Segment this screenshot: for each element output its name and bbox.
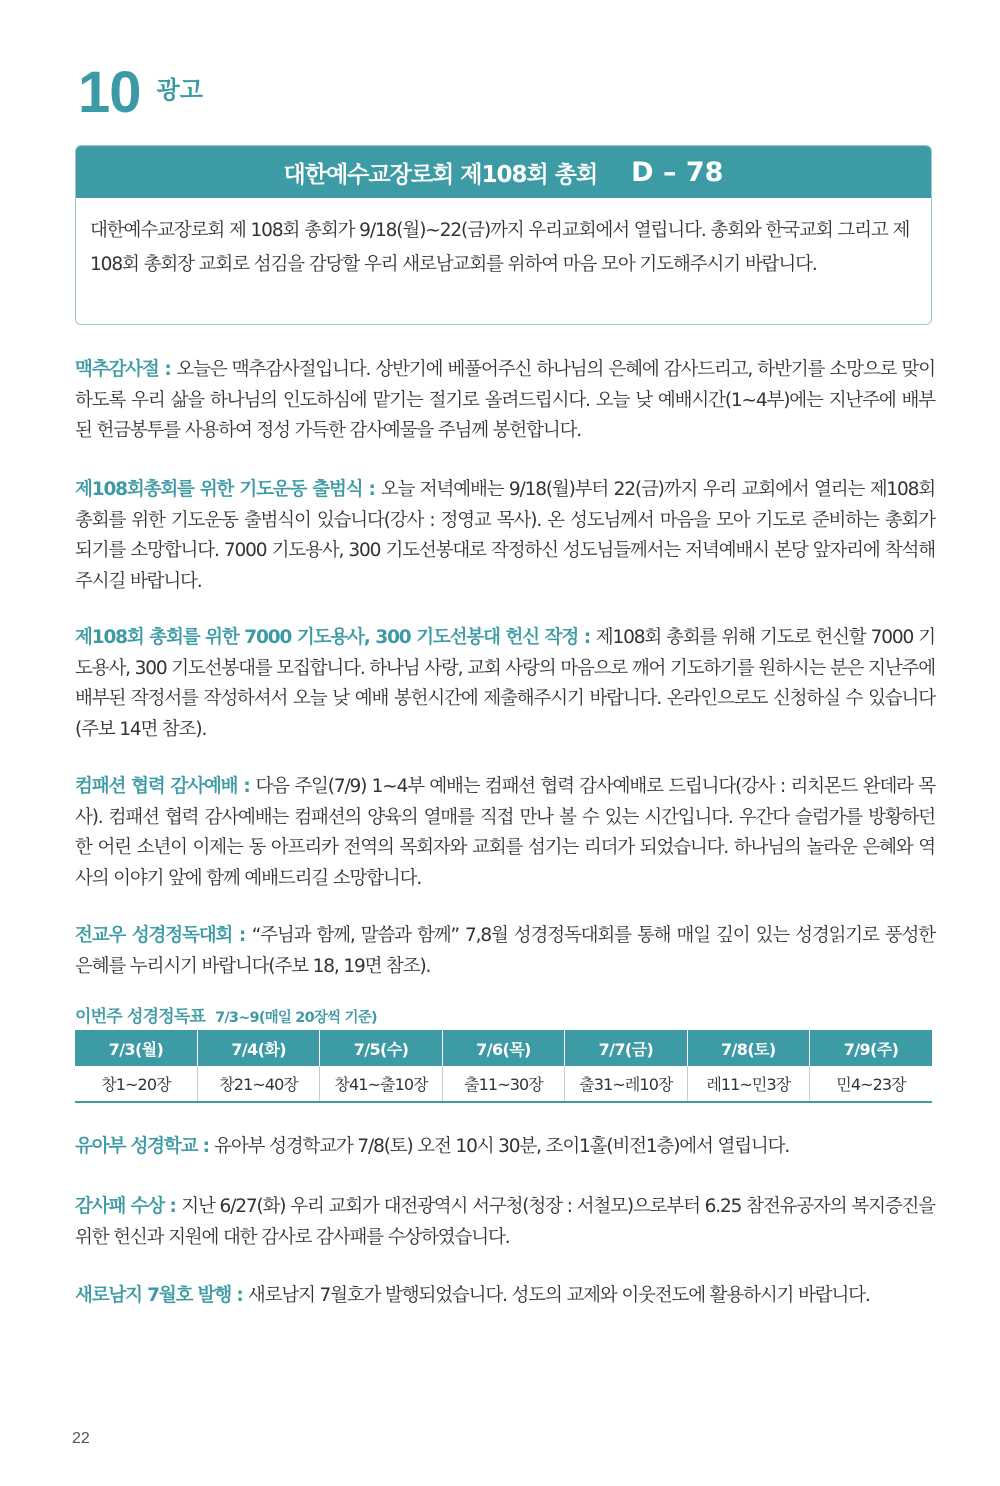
section-header xyxy=(78,60,203,125)
notice-label: 맥추감사절 : xyxy=(75,359,177,380)
notice-label: 전교우 성경정독대회 : xyxy=(75,925,252,946)
schedule-header-row xyxy=(75,1030,932,1066)
notice-magazine xyxy=(75,1281,935,1312)
notice-prayer-commitment xyxy=(75,623,935,745)
schedule-reading: 창21~40장 xyxy=(197,1066,319,1102)
notice-label: 제108회총회를 위한 기도운동 출범식 : xyxy=(75,479,381,500)
notice-preschool-bible-school xyxy=(75,1132,935,1163)
notice-text: 다음 주일(7/9) 1~4부 예배는 컴패션 협력 감사예배로 드립니다(강사 : 리치몬드 완데라 목사). 컴패션 협력 감사예배는 컴패션의 양육의 열매를 직접 만나 볼 수 있는 시간입니다. 우간다 슬럼가를 방황하던 한 어린 소년이 이제는 동 아프리카 전역의 목회자와 교회를 섬기는 리더가 되었습니다. 하나님의 놀라운 은혜와 역사의 이야기 앞에 함께 예배드리길 소망합니다. xyxy=(75,776,936,889)
schedule-day: 7/5(수) xyxy=(320,1030,442,1066)
page-number: 22 xyxy=(72,1430,90,1447)
schedule-title-text: 이번주 성경정독표 xyxy=(75,1007,206,1027)
notice-bible-reading xyxy=(75,921,935,982)
notice-text: 새로남지 7월호가 발행되었습니다. 성도의 교제와 이웃전도에 활용하시기 바랍니다. xyxy=(247,1285,870,1306)
assembly-header xyxy=(76,146,931,198)
notice-prayer-launch xyxy=(75,475,935,597)
notice-text: “주님과 함께, 말씀과 함께” 7,8월 성경정독대회를 통해 매일 깊이 있는 성경읽기로 풍성한 은혜를 누리시기 바랍니다(주보 18, 19면 참조). xyxy=(75,925,935,977)
assembly-countdown-box xyxy=(75,145,932,325)
notice-text: 오늘은 맥추감사절입니다. 상반기에 베풀어주신 하나님의 은혜에 감사드리고, 하반기를 소망으로 맞이하도록 우리 삶을 하나님의 인도하심에 맡기는 절기로 올려드립시다. 오늘 낮 예배시간(1~4부)에는 지난주에 배부된 헌금봉투를 사용하여 정성 가득한 감사예물을 주님께 봉헌합니다. xyxy=(75,359,935,441)
notice-label: 컴패션 협력 감사예배 : xyxy=(75,776,256,797)
notice-label: 새로남지 7월호 발행 : xyxy=(75,1285,248,1306)
schedule-title xyxy=(75,1002,377,1027)
schedule-reading: 출31~레10장 xyxy=(565,1066,687,1102)
schedule-day: 7/3(월) xyxy=(75,1030,197,1066)
notice-text: 오늘 저녁예배는 9/18(월)부터 22(금)까지 우리 교회에서 열리는 제108회 총회를 위한 기도운동 출범식이 있습니다(강사 : 정영교 목사). 온 성도님께서 마음을 모아 기도로 준비하는 총회가 되기를 소망합니다. 7000 기도용사, 300 기도선봉대로 작정하신 성도님들께서는 저녁예배시 본당 앞자리에 착석해주시길 바랍니다. xyxy=(75,479,935,592)
dday-counter: D – 78 xyxy=(631,156,724,188)
schedule-day: 7/6(목) xyxy=(442,1030,564,1066)
schedule-reading: 민4~23장 xyxy=(810,1066,932,1102)
assembly-title: 대한예수교장로회 제108회 총회 xyxy=(283,161,598,188)
section-number: 10 xyxy=(78,60,141,125)
reading-schedule-table xyxy=(75,1030,932,1103)
schedule-reading: 레11~민3장 xyxy=(687,1066,809,1102)
notice-award xyxy=(75,1192,935,1253)
section-title: 광고 xyxy=(156,76,203,104)
schedule-reading: 창41~출10장 xyxy=(320,1066,442,1102)
notice-text: 지난 6/27(화) 우리 교회가 대전광역시 서구청(청장 : 서철모)으로부터 6.25 참전유공자의 복지증진을 위한 헌신과 지원에 대한 감사로 감사패를 수상하였습니다. xyxy=(75,1196,935,1248)
schedule-reading: 출11~30장 xyxy=(442,1066,564,1102)
notice-compassion xyxy=(75,772,935,894)
notice-text: 제108회 총회를 위해 기도로 헌신할 7000 기도용사, 300 기도선봉대를 모집합니다. 하나님 사랑, 교회 사랑의 마음으로 깨어 기도하기를 원하시는 분은 지난주에 배부된 작정서를 작성하셔서 오늘 낮 예배 봉헌시간에 제출해주시기 바랍니다. 온라인으로도 신청하실 수 있습니다(주보 14면 참조). xyxy=(75,627,936,740)
schedule-day: 7/9(주) xyxy=(810,1030,932,1066)
schedule-reading-row xyxy=(75,1066,932,1102)
assembly-body: 대한예수교장로회 제 108회 총회가 9/18(월)~22(금)까지 우리교회에서 열립니다. 총회와 한국교회 그리고 제 108회 총회장 교회로 섬김을 감당할 우리 새로남교회를 위하여 마음 모아 기도해주시기 바랍니다. xyxy=(90,220,910,275)
schedule-day: 7/7(금) xyxy=(565,1030,687,1066)
schedule-day: 7/8(토) xyxy=(687,1030,809,1066)
notice-thanksgiving xyxy=(75,355,935,447)
notice-label: 유아부 성경학교 : xyxy=(75,1136,215,1157)
schedule-day: 7/4(화) xyxy=(197,1030,319,1066)
notice-text: 유아부 성경학교가 7/8(토) 오전 10시 30분, 조이1홀(비전1층)에서 열립니다. xyxy=(214,1136,790,1157)
schedule-reading: 창1~20장 xyxy=(75,1066,197,1102)
notice-label: 제108회 총회를 위한 7000 기도용사, 300 기도선봉대 헌신 작정 : xyxy=(75,627,596,648)
notice-label: 감사패 수상 : xyxy=(75,1196,182,1217)
schedule-note: 7/3~9(매일 20장씩 기준) xyxy=(215,1010,377,1026)
